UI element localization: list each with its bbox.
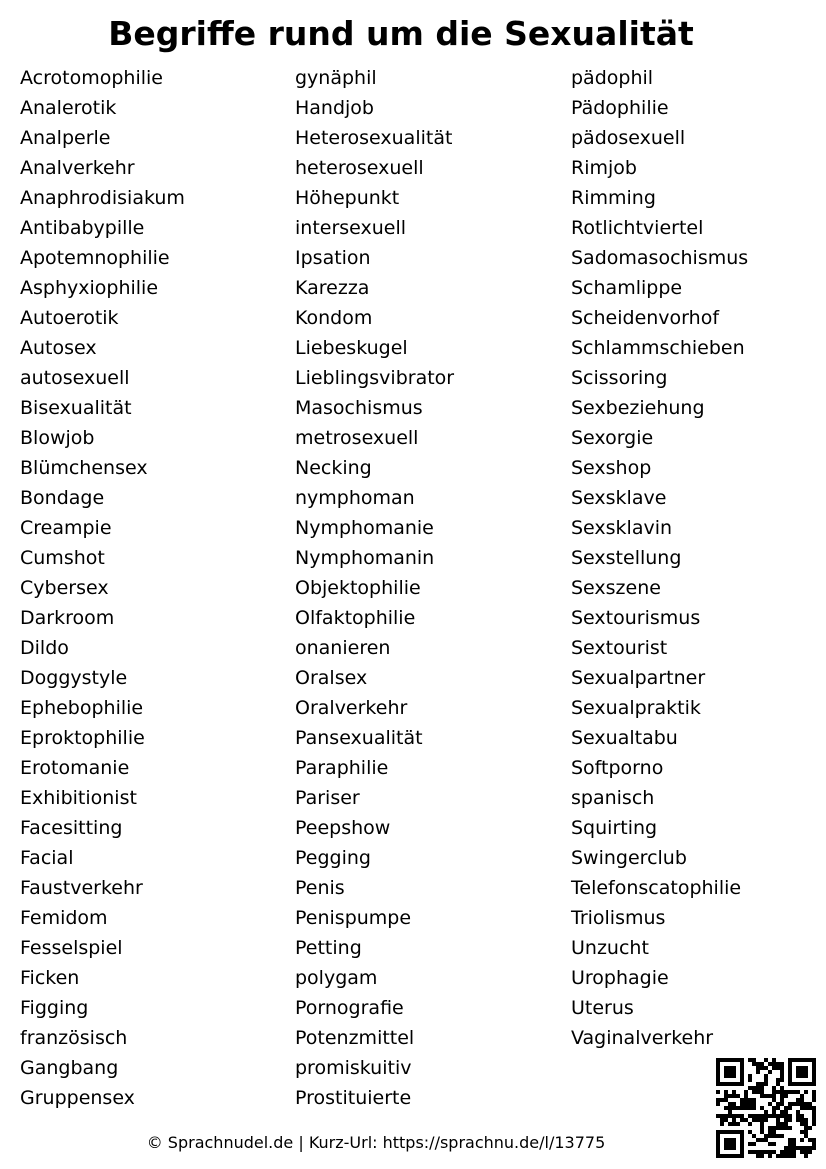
word-item: Ipsation — [295, 247, 371, 269]
word-item: Heterosexualität — [295, 127, 453, 149]
word-item: intersexuell — [295, 217, 407, 239]
word-item: Analerotik — [20, 97, 117, 119]
word-item: französisch — [20, 1027, 128, 1049]
word-item: Objektophilie — [295, 577, 421, 599]
word-item: Uterus — [571, 997, 634, 1019]
word-item: Ephebophilie — [20, 697, 144, 719]
word-item: Figging — [20, 997, 89, 1019]
word-item: Sextourist — [571, 637, 668, 659]
word-item: Scheidenvorhof — [571, 307, 720, 329]
word-item: Squirting — [571, 817, 658, 839]
word-item: Analperle — [20, 127, 111, 149]
word-item: nymphoman — [295, 487, 415, 509]
word-item: Sextourismus — [571, 607, 701, 629]
word-item: Faustverkehr — [20, 877, 143, 899]
word-item: Swingerclub — [571, 847, 687, 869]
word-item: heterosexuell — [295, 157, 424, 179]
word-item: Pädophilie — [571, 97, 669, 119]
word-item: onanieren — [295, 637, 391, 659]
word-item: Sexsklave — [571, 487, 667, 509]
word-item: autosexuell — [20, 367, 130, 389]
word-item: Acrotomophilie — [20, 67, 163, 89]
word-item: Ficken — [20, 967, 80, 989]
word-item: Telefonscatophilie — [571, 877, 742, 899]
word-item: Gangbang — [20, 1057, 119, 1079]
footer-copyright: © Sprachnudel.de | Kurz-Url: https://sprachnu.de/l/13775 — [146, 1133, 606, 1152]
qr-code[interactable] — [716, 1058, 816, 1158]
word-item: Masochismus — [295, 397, 423, 419]
word-item: Blowjob — [20, 427, 95, 449]
word-item: Sexszene — [571, 577, 661, 599]
word-item: Prostituierte — [295, 1087, 412, 1109]
word-item: Necking — [295, 457, 372, 479]
word-item: Eproktophilie — [20, 727, 145, 749]
word-item: Schlammschieben — [571, 337, 745, 359]
word-item: Cumshot — [20, 547, 105, 569]
word-column-1 — [20, 63, 185, 1113]
word-item: Triolismus — [571, 907, 666, 929]
word-item: Facial — [20, 847, 74, 869]
word-item: Peepshow — [295, 817, 391, 839]
word-item: Schamlippe — [571, 277, 683, 299]
word-item: Kondom — [295, 307, 373, 329]
word-item: Urophagie — [571, 967, 669, 989]
word-item: Femidom — [20, 907, 108, 929]
word-item: Rimming — [571, 187, 656, 209]
word-item: Pansexualität — [295, 727, 423, 749]
word-item: promiskuitiv — [295, 1057, 412, 1079]
word-item: Apotemnophilie — [20, 247, 170, 269]
word-item: Oralverkehr — [295, 697, 408, 719]
word-item: pädophil — [571, 67, 654, 89]
word-item: Analverkehr — [20, 157, 135, 179]
word-item: Rimjob — [571, 157, 637, 179]
word-column-3 — [571, 63, 748, 1053]
word-item: Sadomasochismus — [571, 247, 749, 269]
word-item: Autosex — [20, 337, 97, 359]
word-item: Sexstellung — [571, 547, 682, 569]
word-item: Dildo — [20, 637, 69, 659]
word-item: Karezza — [295, 277, 370, 299]
word-item: Oralsex — [295, 667, 368, 689]
word-item: Unzucht — [571, 937, 649, 959]
word-item: Vaginalverkehr — [571, 1027, 714, 1049]
word-item: Bisexualität — [20, 397, 132, 419]
word-item: Creampie — [20, 517, 112, 539]
word-column-2 — [295, 63, 454, 1113]
word-item: Softporno — [571, 757, 664, 779]
word-item: Fesselspiel — [20, 937, 123, 959]
word-item: Cybersex — [20, 577, 109, 599]
word-item: polygam — [295, 967, 378, 989]
word-item: Darkroom — [20, 607, 115, 629]
word-item: Petting — [295, 937, 362, 959]
word-item: Rotlichtviertel — [571, 217, 704, 239]
word-item: Bondage — [20, 487, 105, 509]
word-item: Gruppensex — [20, 1087, 135, 1109]
word-item: Pornografie — [295, 997, 404, 1019]
word-item: Sexbeziehung — [571, 397, 705, 419]
word-item: Doggystyle — [20, 667, 128, 689]
word-item: Antibabypille — [20, 217, 145, 239]
word-item: spanisch — [571, 787, 655, 809]
word-item: Facesitting — [20, 817, 123, 839]
word-item: Sexorgie — [571, 427, 654, 449]
word-item: Sexsklavin — [571, 517, 673, 539]
word-item: Blümchensex — [20, 457, 148, 479]
word-item: Nymphomanie — [295, 517, 434, 539]
word-item: Sexualpartner — [571, 667, 706, 689]
word-item: Lieblingsvibrator — [295, 367, 455, 389]
word-item: Paraphilie — [295, 757, 389, 779]
word-item: Sexualtabu — [571, 727, 678, 749]
word-item: Sexualpraktik — [571, 697, 701, 719]
word-item: Asphyxiophilie — [20, 277, 159, 299]
word-item: Sexshop — [571, 457, 652, 479]
word-item: Exhibitionist — [20, 787, 137, 809]
word-item: Pariser — [295, 787, 360, 809]
word-item: Erotomanie — [20, 757, 130, 779]
word-item: Scissoring — [571, 367, 668, 389]
word-item: Penispumpe — [295, 907, 412, 929]
word-item: pädosexuell — [571, 127, 686, 149]
word-item: Autoerotik — [20, 307, 119, 329]
word-item: Höhepunkt — [295, 187, 400, 209]
word-item: Pegging — [295, 847, 371, 869]
word-item: Potenzmittel — [295, 1027, 415, 1049]
word-item: Penis — [295, 877, 345, 899]
word-item: Olfaktophilie — [295, 607, 416, 629]
word-item: Handjob — [295, 97, 374, 119]
word-item: Anaphrodisiakum — [20, 187, 185, 209]
word-item: gynäphil — [295, 67, 377, 89]
word-item: metrosexuell — [295, 427, 419, 449]
word-item: Liebeskugel — [295, 337, 408, 359]
page-title: Begriffe rund um die Sexualität — [108, 14, 694, 53]
word-item: Nymphomanin — [295, 547, 435, 569]
